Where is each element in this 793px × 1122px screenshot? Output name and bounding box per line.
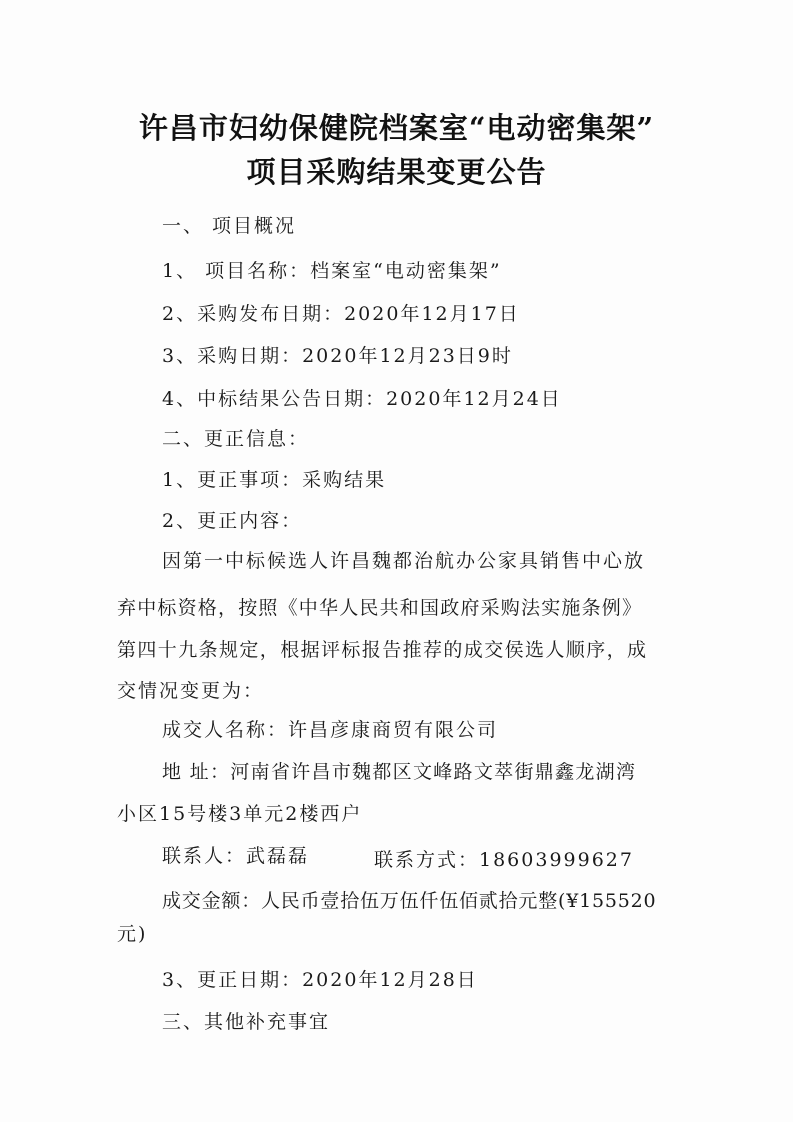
content-paragraph-line-4: 交情况变更为： <box>117 680 265 702</box>
contact-phone: 联系方式：18603999627 <box>374 849 634 871</box>
overview-item-publish-date: 2、采购发布日期：2020年12月17日 <box>162 303 520 325</box>
document-title-line-1: 许昌市妇幼保健院档案室“电动密集架” <box>138 111 655 145</box>
correction-item-matter: 1、更正事项：采购结果 <box>162 469 387 491</box>
section-heading-correction: 二、更正信息： <box>162 428 310 450</box>
content-paragraph-line-2: 弃中标资格，按照《中华人民共和国政府采购法实施条例》 <box>117 597 643 619</box>
section-heading-overview: 一、 项目概况 <box>162 215 297 237</box>
content-paragraph-line-3: 第四十九条规定，根据评标报告推荐的成交侯选人顺序，成 <box>117 639 648 661</box>
document-title-line-2: 项目采购结果变更公告 <box>246 155 547 189</box>
amount-line-1: 成交金额：人民币壹拾伍万伍仟伍佰贰拾元整(¥155520 <box>162 890 657 912</box>
amount-line-2: 元) <box>117 923 148 945</box>
overview-item-purchase-date: 3、采购日期：2020年12月23日9时 <box>162 345 513 367</box>
contact-person: 联系人：武磊磊 <box>162 845 310 867</box>
overview-item-announcement-date: 4、中标结果公告日期：2020年12月24日 <box>162 388 562 410</box>
overview-item-project-name: 1、 项目名称：档案室“电动密集架” <box>162 260 502 282</box>
winner-address-line-1: 地 址：河南省许昌市魏都区文峰路文萃街鼎鑫龙湖湾 <box>162 761 637 783</box>
correction-item-content: 2、更正内容： <box>162 510 303 532</box>
correction-item-date: 3、更正日期：2020年12月28日 <box>162 969 478 991</box>
winner-address-line-2: 小区15号楼3单元2楼西户 <box>117 803 363 825</box>
winner-name: 成交人名称：许昌彦康商贸有限公司 <box>162 719 499 741</box>
section-heading-other: 三、其他补充事宜 <box>162 1011 331 1033</box>
content-paragraph-line-1: 因第一中标候选人许昌魏都治航办公家具销售中心放 <box>162 550 646 572</box>
